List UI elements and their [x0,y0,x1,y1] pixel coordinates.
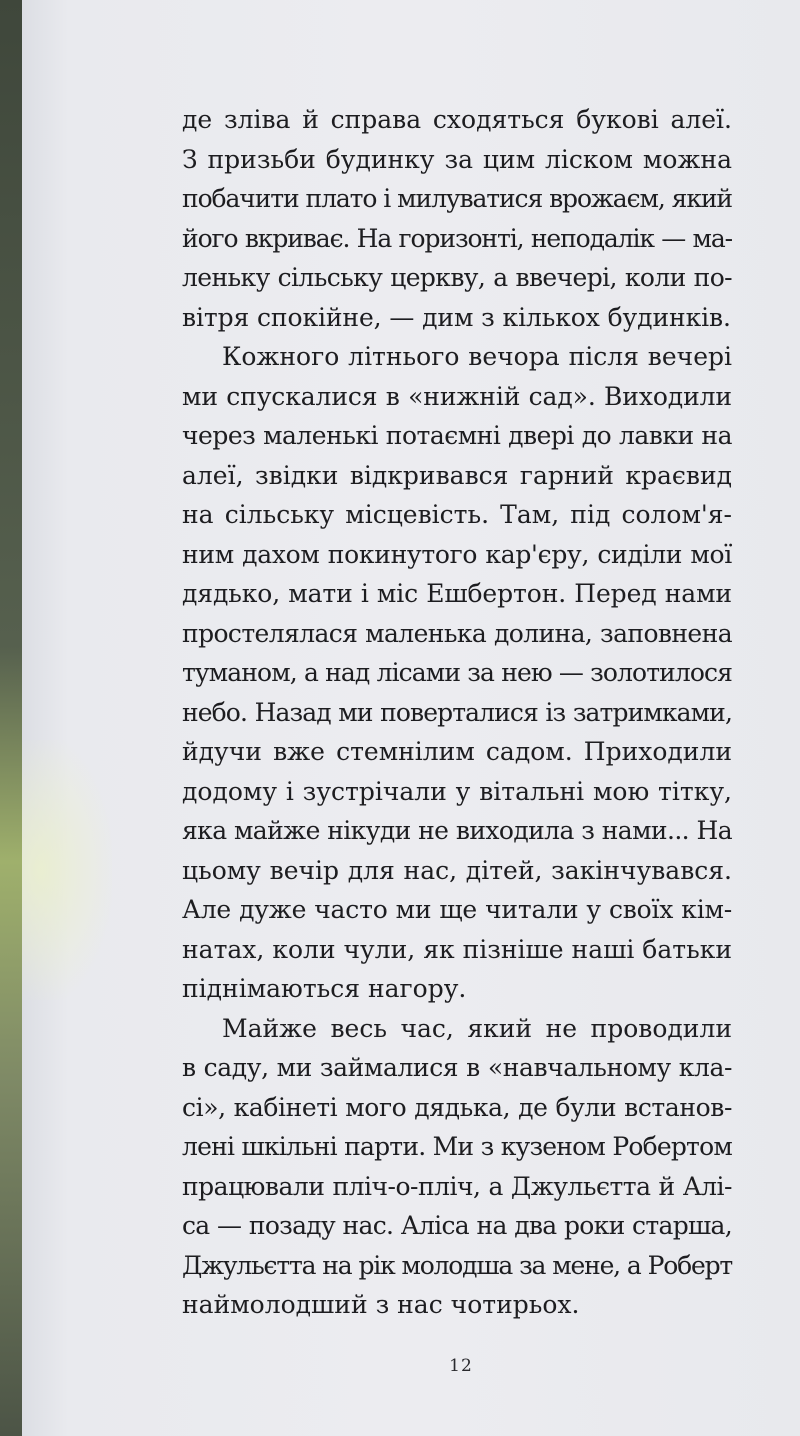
text-line: через маленькі потаємні двері до лавки на [182,421,732,450]
text-line: йдучи вже стемнілим садом. Приходили [182,737,732,766]
page-number: 12 [449,1356,473,1376]
text-line: піднімаються нагору. [182,974,467,1003]
text-line: Кожного літнього вечора після вечері [222,342,732,371]
text-line: алеї, звідки відкривався гарний краєвид [182,460,732,490]
text-line: працювали пліч-о-пліч, а Джульєтта й Алі- [182,1171,732,1201]
text-line: сі», кабінеті мого дядька, де були встанов- [182,1092,732,1122]
text-line: на сільську місцевість. Там, під солом'я- [182,500,732,529]
text-line: яка майже нікуди не виходила з нами... На [182,816,732,845]
paragraph-2 [182,337,732,1009]
text-line: де зліва й справа сходяться букові алеї. [182,105,732,134]
text-line: побачити плато і милуватися врожаєм, який [182,184,732,213]
text-line: його вкриває. На горизонті, неподалік — ма- [182,223,732,253]
text-line: в саду, ми займалися в «навчальному кла- [182,1053,732,1082]
text-line: са — позаду нас. Аліса на два роки старша, [182,1211,732,1240]
text-line: дядько, мати і міс Ешбертон. Перед нами [182,579,732,608]
text-line: Джульєтта на рік молодша за мене, а Роберт [182,1250,732,1280]
text-line: цьому вечір для нас, дітей, закінчувався. [182,855,732,885]
text-line: небо. Назад ми поверталися із затримками, [182,697,732,727]
text-line: лені шкільні парти. Ми з кузеном Робертом [182,1132,732,1161]
body-text [182,100,732,1325]
text-line: Але дуже часто ми ще читали у своїх кім- [182,895,732,924]
text-line: З призьби будинку за цим ліском можна [182,144,732,174]
text-line: наймолодший з нас чотирьох. [182,1290,580,1319]
light-glare [22,740,112,1000]
text-line: Майже весь час, який не проводили [222,1013,732,1043]
text-line: вітря спокійне, — дим з кількох будинків. [182,302,731,332]
text-line: ми спускалися в «нижній сад». Виходили [182,381,732,411]
paragraph-1 [182,100,732,337]
book-page [22,0,800,1436]
text-line: додому і зустрічали у вітальні мою тітку, [182,776,732,806]
text-line: леньку сільську церкву, а ввечері, коли по- [182,263,732,292]
text-line: простелялася маленька долина, заповнена [182,618,732,648]
text-line: натах, коли чули, як пізніше наші батьки [182,934,732,964]
paragraph-3 [182,1009,732,1325]
book-spine-edge [0,0,24,1436]
text-line: ним дахом покинутого кар'єру, сиділи мої [182,539,732,569]
text-line: туманом, а над лісами за нею — золотилося [182,658,732,687]
